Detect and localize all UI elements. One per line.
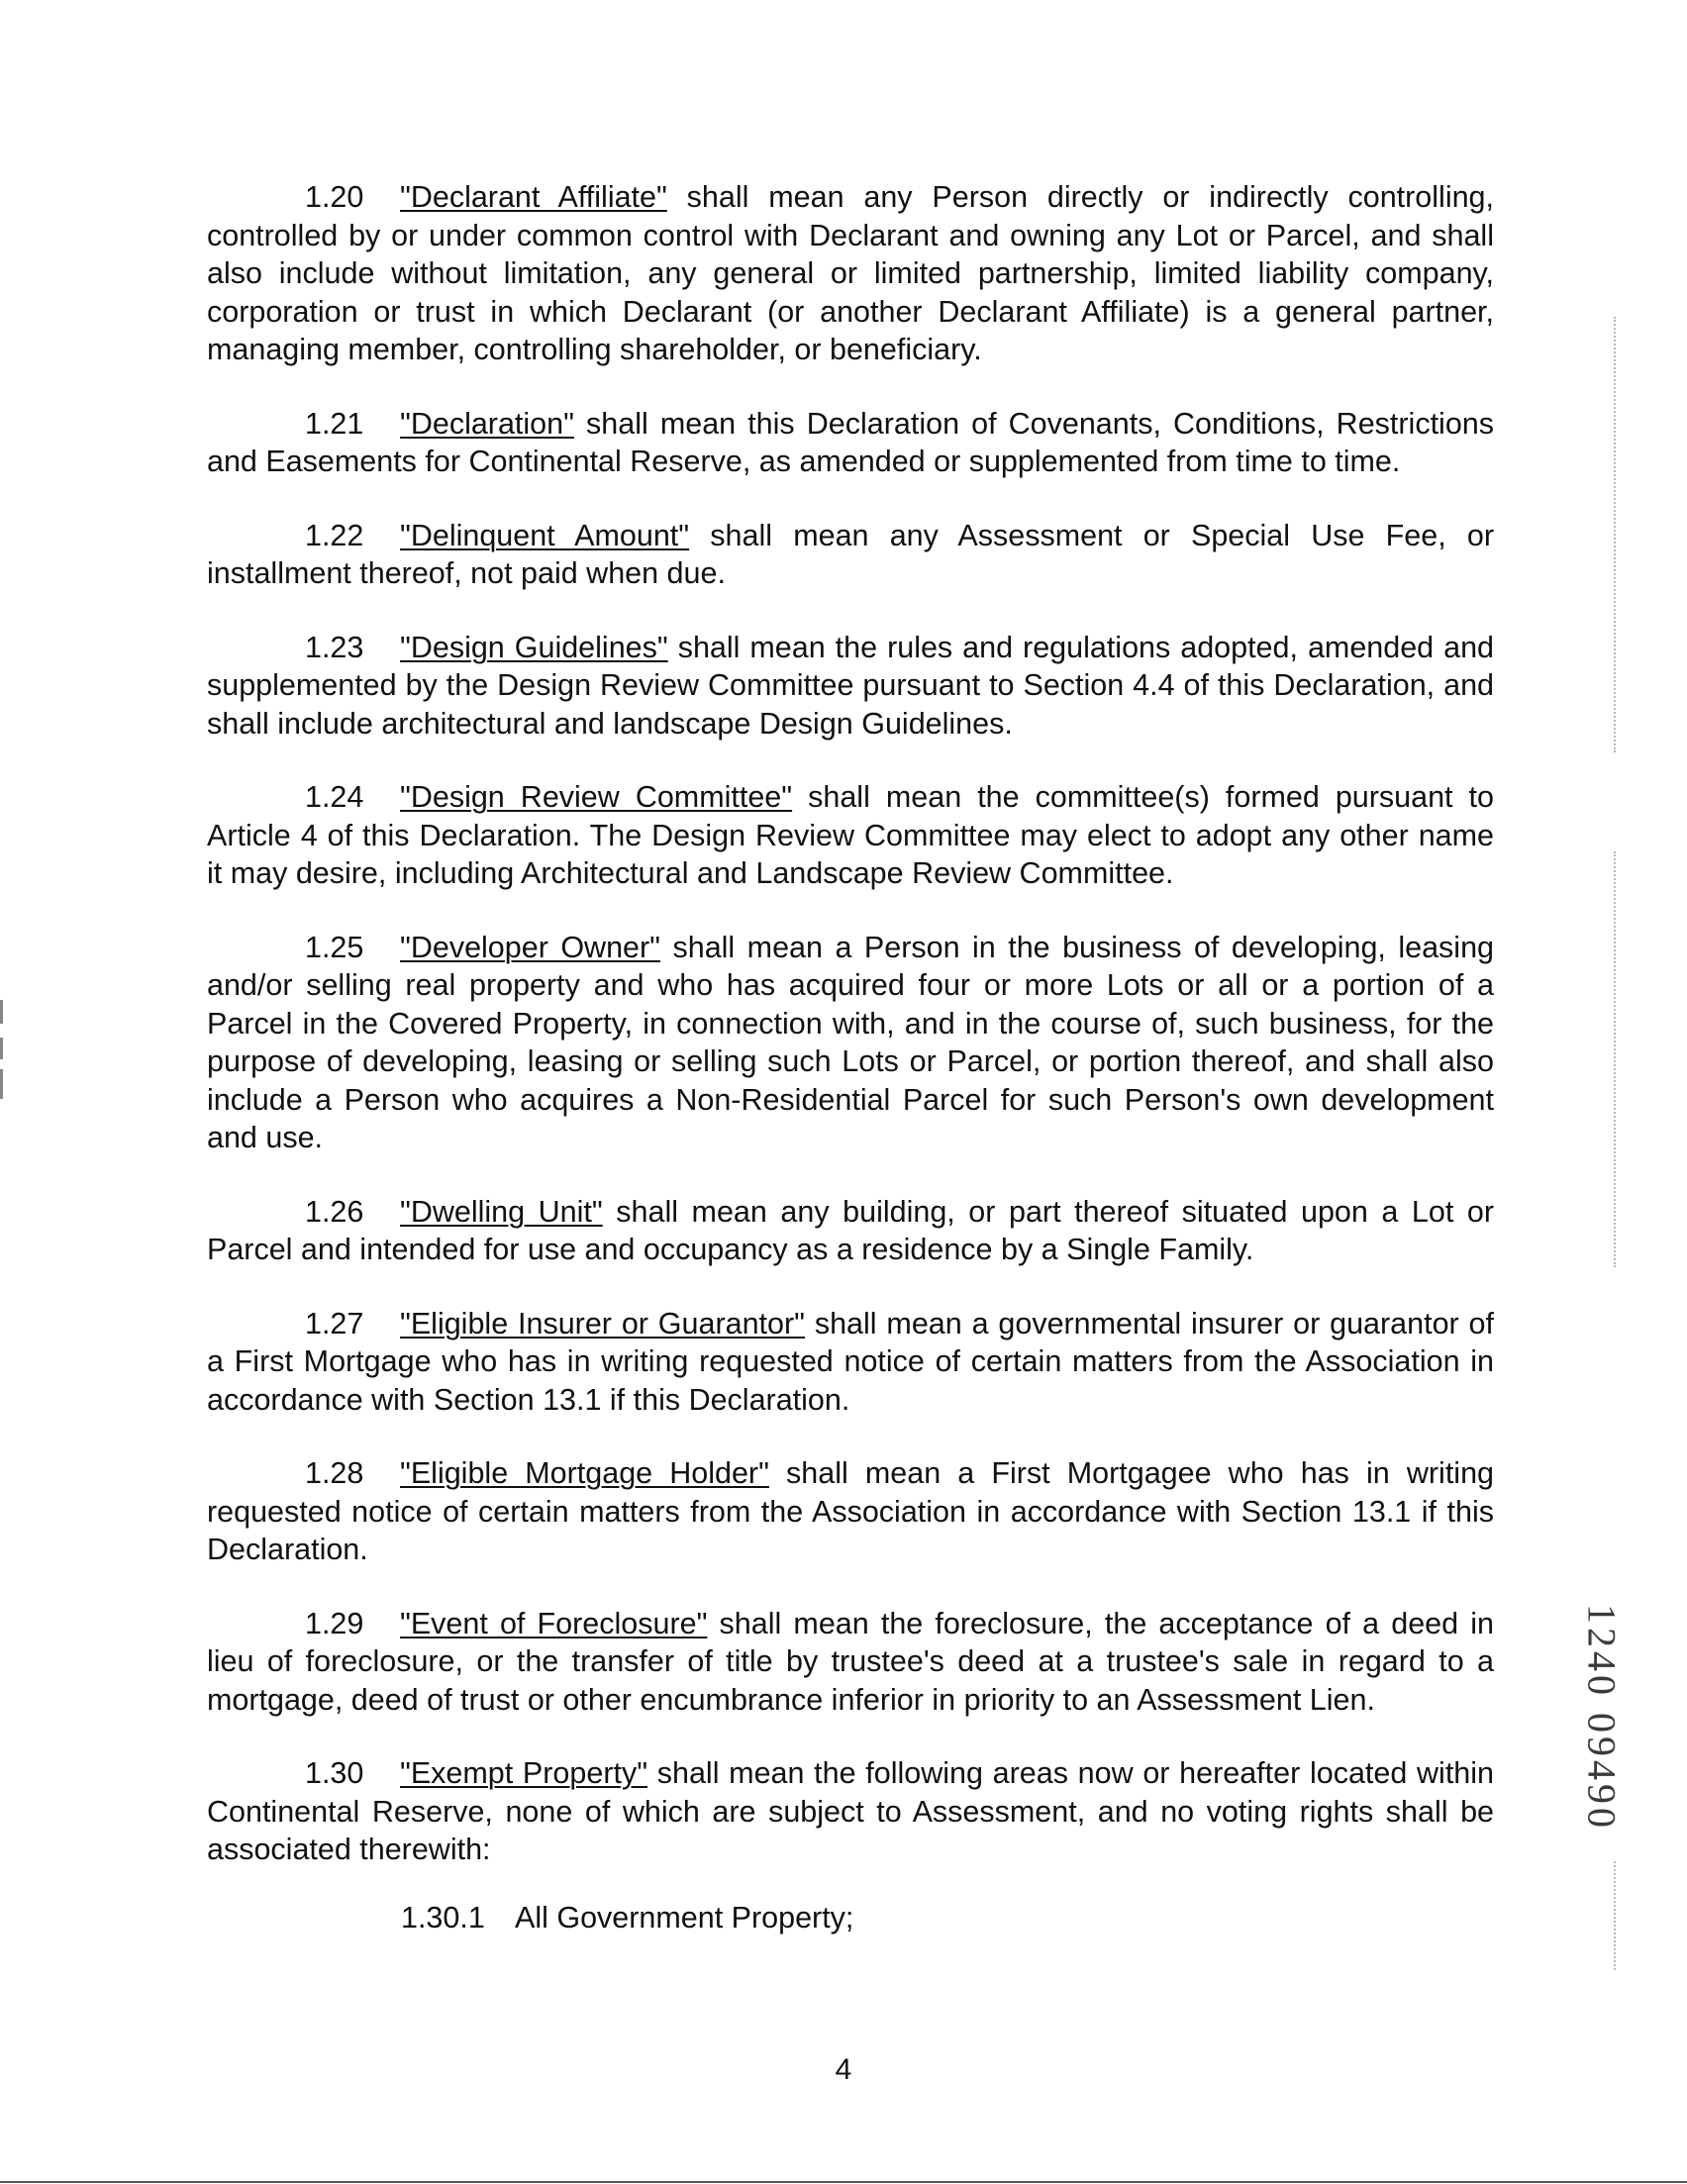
section-number: 1.26	[305, 1194, 364, 1229]
defined-term: "Eligible Mortgage Holder"	[400, 1456, 769, 1490]
defined-term: "Dwelling Unit"	[400, 1194, 603, 1229]
recording-stamp-number: 1240 09490	[1579, 1604, 1625, 1832]
definition-text: shall mean a Person in the business of developing, leasing and/or selling real property and who has acquired four or more Lots or all or a portion of a Parcel in the Covered Property, in connection with, and in the course of, such business, for the purpose of developing, leasing or selling such Lots or Parcel, or portion thereof, and shall also include a Person who acquires a Non-Residential Parcel for such Person's own development and use.	[207, 930, 1495, 1154]
definition-1-30	[207, 1754, 1494, 1869]
definition-1-29	[207, 1605, 1494, 1720]
definition-text: shall mean any building, or part thereof situated upon a Lot or Parcel and intended for use and occupancy as a residence by a Single Family.	[207, 1194, 1494, 1266]
definition-1-22	[207, 517, 1494, 593]
defined-term: "Design Review Committee"	[400, 780, 793, 814]
section-number: 1.29	[305, 1606, 364, 1640]
definition-text: shall mean any Person directly or indirectly controlling, controlled by or under common control with Declarant and owning any Lot or Parcel, and shall also include without limitation, any general or limited partnership, limited liability company, corporation or trust in which Declarant (or another Declarant Affiliate) is a general partner, managing member, controlling shareholder, or beneficiary.	[207, 180, 1494, 366]
definition-1-28	[207, 1454, 1494, 1569]
defined-term: "Design Guidelines"	[400, 630, 668, 664]
definition-1-20	[207, 178, 1494, 369]
definition-text: shall mean a governmental insurer or guarantor of a First Mortgage who has in writing requested notice of certain matters from the Association in accordance with Section 13.1 if this Declaration.	[207, 1306, 1494, 1417]
document-body	[207, 178, 1494, 1936]
section-number: 1.25	[305, 930, 364, 964]
left-edge-mark	[0, 1038, 3, 1059]
defined-term: "Event of Foreclosure"	[400, 1606, 708, 1640]
section-number: 1.22	[305, 518, 364, 552]
defined-term: "Eligible Insurer or Guarantor"	[400, 1306, 805, 1340]
left-edge-mark	[0, 1069, 3, 1099]
section-number: 1.28	[305, 1456, 364, 1490]
definition-1-24	[207, 778, 1494, 893]
right-margin-dotted-line	[1614, 851, 1616, 1267]
definition-text: shall mean the rules and regulations adopted, amended and supplemented by the Design Review Committee pursuant to Section 4.4 of this Declaration, and shall include architectural and landscape Design Guidelines.	[207, 630, 1495, 741]
page-number: 4	[835, 2053, 852, 2086]
definition-1-25	[207, 929, 1494, 1157]
defined-term: "Developer Owner"	[400, 930, 660, 964]
definition-1-27	[207, 1305, 1494, 1420]
definition-1-26	[207, 1193, 1494, 1269]
section-number: 1.21	[305, 406, 364, 441]
section-number: 1.30	[305, 1756, 364, 1790]
recording-stamp	[1579, 1589, 1625, 1846]
bottom-edge-line	[0, 2181, 1687, 2183]
defined-term: "Declaration"	[400, 406, 574, 441]
definition-text: shall mean the committee(s) formed pursuant to Article 4 of this Declaration. The Design Review Committee may elect to adopt any other name it may desire, including Architectural and Landscape Review Committee.	[207, 780, 1494, 890]
section-number: 1.24	[305, 780, 364, 814]
defined-term: "Delinquent Amount"	[400, 518, 690, 552]
section-number: 1.27	[305, 1306, 364, 1340]
subsection-number: 1.30.1	[401, 1900, 485, 1935]
definition-text: shall mean this Declaration of Covenants, Conditions, Restrictions and Easements for Continental Reserve, as amended or supplemented from time to time.	[207, 406, 1494, 478]
right-margin-dotted-line	[1614, 1861, 1616, 1970]
definition-text: shall mean any Assessment or Special Use Fee, or installment thereof, not paid when due.	[207, 518, 1494, 590]
definition-text: shall mean a First Mortgagee who has in writing requested notice of certain matters from the Association in accordance with Section 13.1 if this Declaration.	[207, 1456, 1494, 1566]
right-margin-dotted-line	[1614, 317, 1616, 752]
defined-term: "Declarant Affiliate"	[400, 180, 667, 214]
definition-text: shall mean the following areas now or hereafter located within Continental Reserve, none of which are subject to Assessment, and no voting rights shall be associated therewith:	[207, 1756, 1494, 1866]
left-edge-mark	[0, 1000, 3, 1024]
subsection-text: All Government Property;	[515, 1900, 854, 1935]
definition-text: shall mean the foreclosure, the acceptance of a deed in lieu of foreclosure, or the transfer of title by trustee's deed at a trustee's sale in regard to a mortgage, deed of trust or other encumbrance inferior in priority to an Assessment Lien.	[207, 1606, 1494, 1717]
section-number: 1.23	[305, 630, 364, 664]
definition-1-21	[207, 405, 1494, 481]
subsection-1-30-1	[401, 1899, 1494, 1937]
definition-1-23	[207, 629, 1494, 744]
section-number: 1.20	[305, 180, 364, 214]
defined-term: "Exempt Property"	[400, 1756, 648, 1790]
